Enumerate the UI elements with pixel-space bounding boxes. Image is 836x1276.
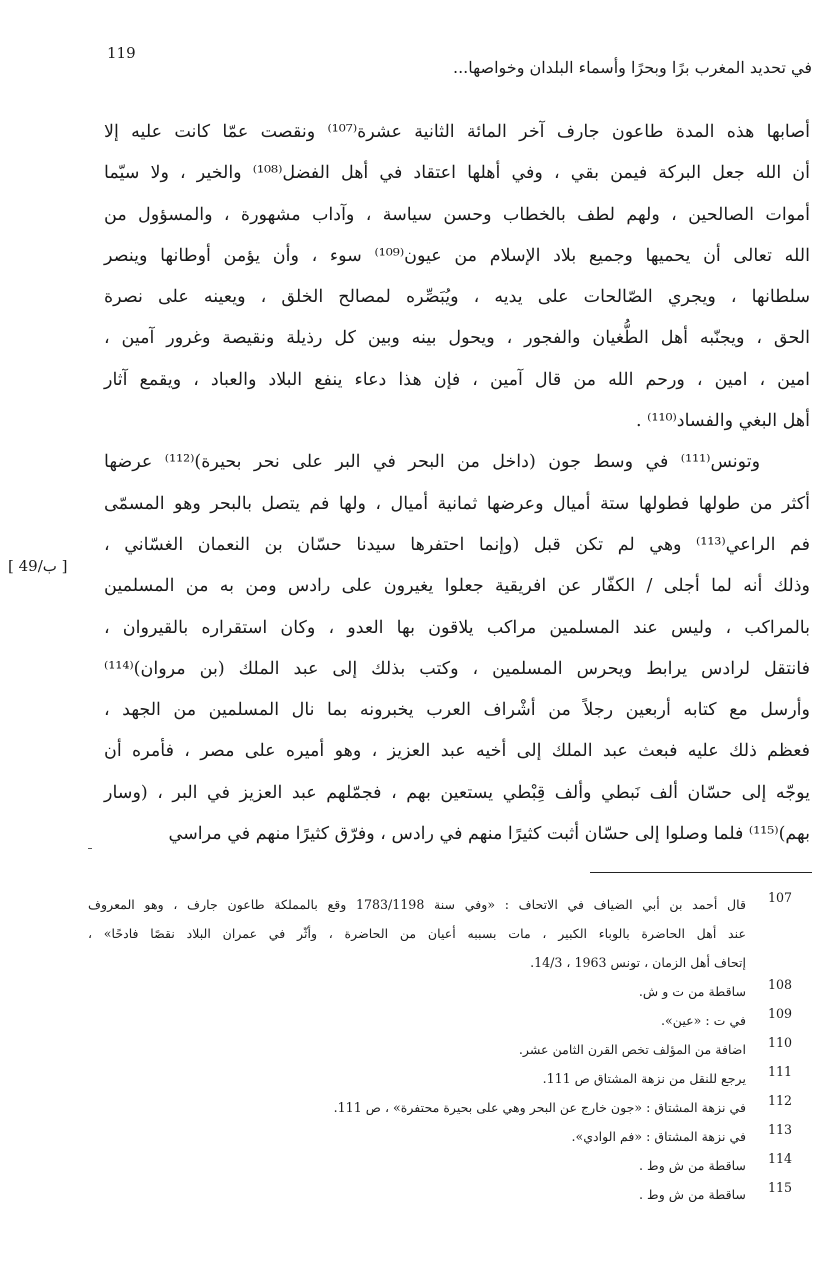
footnote-text: عند أهل الحاضرة بالوباء الكبير ، مات بسببه أعيان من الحاضرة ، وأثّر في عمران البلاد نقصًا فادحًا» ، bbox=[88, 926, 746, 941]
footnote-number: 113 bbox=[767, 1122, 792, 1137]
body-line: بالمراكب ، وليس عند المسلمين مراكب يلاقون بها العدو ، وكان استقراره بالقيروان ، bbox=[104, 617, 810, 638]
footnote bbox=[88, 1093, 792, 1122]
body-line: أكثر من طولها فطولها ستة أميال وعرضها ثمانية أميال ، ولها فم يتصل بالبحر وهو المسمّى bbox=[104, 493, 810, 514]
body-line: أهل البغي والفساد⁽¹¹⁰⁾ . bbox=[636, 411, 810, 432]
footnote-separator bbox=[590, 872, 812, 873]
body-line: فم الراعي⁽¹¹³⁾ وهي لم تكن قبل (وإنما احتفرها سيدنا حسّان بن النعمان الغسّاني ، bbox=[104, 534, 810, 555]
body-line: أصابها هذه المدة طاعون جارف آخر المائة الثانية عشرة⁽¹⁰⁷⁾ ونقصت عمّا كانت عليه إلا bbox=[104, 122, 810, 142]
main-text bbox=[104, 112, 810, 855]
body-line: سلطانها ، ويجري الصّالحات على يديه ، ويُبَصِّره لمصالح الخلق ، ويعينه على نصرة bbox=[104, 287, 810, 308]
body-line: الله تعالى أن يحميها وجميع بلاد الإسلام من عيون⁽¹⁰⁹⁾ سوء ، وأن يؤمن أوطانها وينصر bbox=[104, 245, 810, 266]
folio-marker: [ 49/ب ] bbox=[8, 557, 68, 575]
footnote bbox=[88, 1035, 792, 1064]
footnote-text: يرجع للنقل من نزهة المشتاق ص 111. bbox=[542, 1071, 746, 1086]
footnote-number: 114 bbox=[767, 1151, 792, 1166]
body-line: وذلك أنه لما أجلى / الكفّار عن افريقية جعلوا يغيرون على رادس ومن به من المسلمين bbox=[104, 576, 810, 597]
body-line: فانتقل لرادس يرابط ويحرس المسلمين ، وكتب بذلك إلى عبد الملك (بن مروان)⁽¹¹⁴⁾ bbox=[104, 658, 810, 679]
footnote-number: 111 bbox=[767, 1064, 792, 1079]
footnote-text: ساقطة من ت و ش. bbox=[638, 984, 746, 999]
body-line: فعظم ذلك عليه فبعث عبد الملك إلى أخيه عبد العزيز ، وهو أميره على مصر ، فأمره أن bbox=[104, 741, 810, 762]
footnote-text: قال أحمد بن أبي الضياف في الاتحاف : «وفي سنة 1783/1198 وقع بالمملكة طاعون جارف ، وهو المعروف bbox=[88, 897, 746, 912]
page-number: 119 bbox=[107, 44, 136, 62]
body-line: وتونس⁽¹¹¹⁾ في وسط جون (داخل من البحر في البر على نحر بحيرة)⁽¹¹²⁾ عرضها bbox=[104, 452, 761, 473]
body-line: الحق ، ويجنّبه أهل الطُّغيان والفجور ، ويحول بينه وبين كل رذيلة ونقيصة وغرور آمين ، bbox=[104, 328, 810, 349]
footnote bbox=[88, 890, 792, 977]
footnote-text: ساقطة من ش وط . bbox=[639, 1187, 746, 1202]
footnote-text: في ت : «عين». bbox=[661, 1013, 746, 1028]
footnote-number: 108 bbox=[767, 977, 792, 992]
margin-tick bbox=[88, 848, 92, 849]
footnotes bbox=[88, 890, 792, 1209]
footnote bbox=[88, 1151, 792, 1180]
footnote-text: ساقطة من ش وط . bbox=[639, 1158, 746, 1173]
footnote-number: 112 bbox=[767, 1093, 792, 1108]
footnote-text: إتحاف أهل الزمان ، تونس 1963 ، 14/3. bbox=[530, 955, 746, 970]
footnote-number: 110 bbox=[767, 1035, 792, 1050]
footnote bbox=[88, 1180, 792, 1209]
footnote-text: في نزهة المشتاق : «جون خارج عن البحر وهي على بحيرة محتفرة» ، ص 111. bbox=[333, 1100, 746, 1115]
footnote-number: 109 bbox=[767, 1006, 792, 1021]
body-line: أن الله جعل البركة فيمن بقي ، وفي أهلها اعتقاد في أهل الفضل⁽¹⁰⁸⁾ والخير ، ولا سيّما bbox=[104, 163, 810, 184]
body-line: بهم)⁽¹¹⁵⁾ فلما وصلوا إلى حسّان أثبت كثيرًا منهم في رادس ، وفرّق كثيرًا منهم في مراسي bbox=[168, 824, 810, 845]
running-header: في تحديد المغرب برًا وبحرًا وأسماء البلدان وخواصها... bbox=[453, 58, 812, 77]
footnote-number: 115 bbox=[767, 1180, 792, 1195]
body-line: يوجّه إلى حسّان ألف نَبطي وألف قِبْطي يستعين بهم ، فجمّلهم عبد العزيز في البر ، (وسار bbox=[104, 782, 810, 803]
footnote-text: في نزهة المشتاق : «فم الوادي». bbox=[571, 1129, 746, 1144]
footnote bbox=[88, 1006, 792, 1035]
body-line: أموات الصالحين ، ولهم لطف بالخطاب وحسن سياسة ، وآداب مشهورة ، والمسؤول من bbox=[104, 204, 810, 225]
body-line: وأرسل مع كتابه أربعين رجلاً من أشْراف العرب يخبرونه بما نال المسلمين من الجهد ، bbox=[104, 700, 810, 721]
body-line: امين ، امين ، ورحم الله من قال آمين ، فإن هذا دعاء ينفع البلاد والعباد ، ويقمع آثار bbox=[104, 369, 810, 390]
footnote bbox=[88, 1122, 792, 1151]
footnote-text: اضافة من المؤلف تخص القرن الثامن عشر. bbox=[518, 1042, 746, 1057]
footnote-number: 107 bbox=[767, 890, 792, 905]
footnote bbox=[88, 977, 792, 1006]
footnote bbox=[88, 1064, 792, 1093]
